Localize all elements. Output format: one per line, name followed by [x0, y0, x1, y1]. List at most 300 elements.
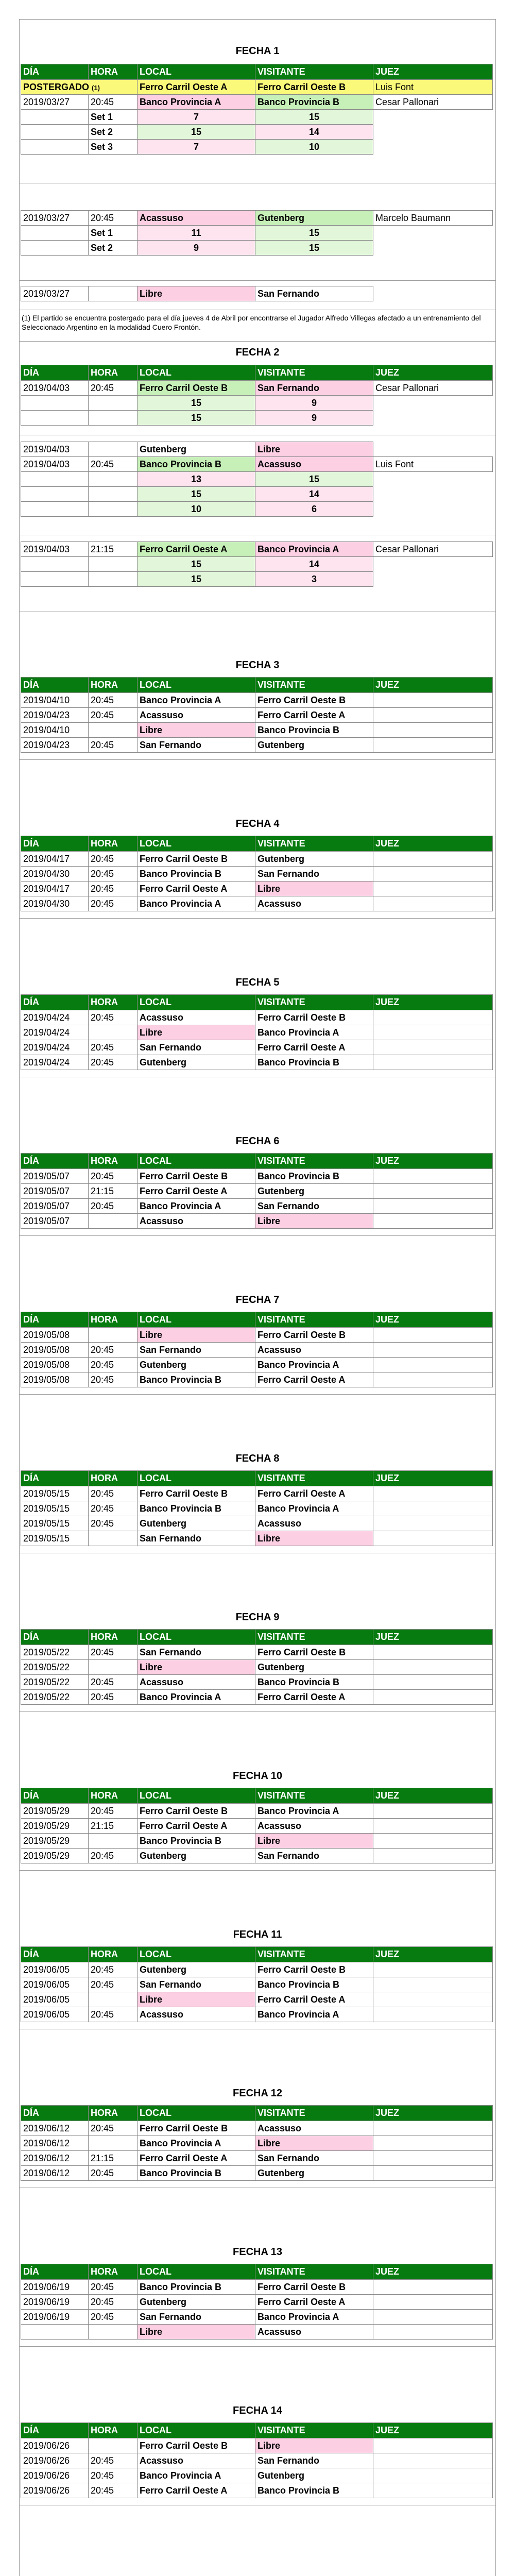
match-local: Banco Provincia A	[138, 693, 255, 708]
match-visitor: Gutenberg	[255, 852, 373, 867]
match-time	[89, 2438, 138, 2453]
header-visitante: VISITANTE	[255, 1154, 373, 1169]
match-time: 21:15	[89, 1819, 138, 1834]
match-time	[89, 1834, 138, 1849]
match-time: 20:45	[89, 457, 138, 472]
match-judge	[373, 1501, 493, 1516]
match-visitor: Banco Provincia A	[255, 1501, 373, 1516]
match-local: Banco Provincia B	[138, 867, 255, 882]
set-row	[21, 140, 493, 155]
set-score-local: 9	[138, 241, 255, 256]
header-local: LOCAL	[138, 365, 255, 381]
fecha-table	[21, 1470, 493, 1546]
table-header	[21, 2106, 493, 2121]
match-judge	[373, 2310, 493, 2325]
set-label: Set 1	[89, 226, 138, 241]
match-local: Banco Provincia A	[138, 2136, 255, 2151]
table-row	[21, 1343, 493, 1358]
fecha-2-table	[21, 365, 493, 426]
match-judge	[373, 2438, 493, 2453]
match-date: 2019/05/29	[21, 1834, 89, 1849]
match-local: Gutenberg	[138, 1516, 255, 1531]
match-judge	[373, 852, 493, 867]
table-row	[21, 1849, 493, 1863]
match-date: 2019/05/15	[21, 1486, 89, 1501]
match-date: 2019/04/10	[21, 693, 89, 708]
match-time: 20:45	[89, 2280, 138, 2295]
table-row	[21, 1010, 493, 1025]
header-local: LOCAL	[138, 1154, 255, 1169]
set-score-local: 15	[138, 572, 255, 587]
match-visitor: Acassuso	[255, 457, 373, 472]
match-judge: Luis Font	[373, 80, 493, 95]
match-local: Acassuso	[138, 1010, 255, 1025]
set-score-local: 11	[138, 226, 255, 241]
match-time: 20:45	[89, 1358, 138, 1372]
header-visitante: VISITANTE	[255, 1788, 373, 1804]
match-local: Gutenberg	[138, 442, 255, 457]
match-date: 2019/05/22	[21, 1645, 89, 1660]
set-score-local: 13	[138, 472, 255, 487]
note-ref: (1)	[92, 83, 100, 92]
fecha-title: FECHA 8	[235, 1453, 280, 1464]
match-visitor: Banco Provincia B	[255, 2483, 373, 2498]
match-time	[89, 1531, 138, 1546]
match-local: Libre	[138, 1660, 255, 1675]
set-score-visitor: 6	[255, 502, 373, 517]
match-visitor: Ferro Carril Oeste B	[255, 693, 373, 708]
header-juez: JUEZ	[373, 1788, 493, 1804]
fecha-table	[21, 1312, 493, 1387]
match-date: 2019/04/24	[21, 1040, 89, 1055]
match-date: 2019/04/23	[21, 738, 89, 753]
fecha-2-table-3	[21, 541, 493, 587]
divider	[20, 280, 495, 281]
match-local: Gutenberg	[138, 1358, 255, 1372]
fecha-table	[21, 2105, 493, 2181]
table-header	[21, 64, 493, 80]
match-judge	[373, 2295, 493, 2310]
set-row	[21, 110, 493, 125]
match-date: 2019/04/30	[21, 867, 89, 882]
header-dia: DÍA	[21, 2423, 89, 2438]
match-date: 2019/04/17	[21, 882, 89, 896]
fixture-sheet	[19, 19, 496, 2576]
header-local: LOCAL	[138, 2423, 255, 2438]
table-header	[21, 677, 493, 693]
fecha-2-table-2	[21, 442, 493, 517]
header-juez: JUEZ	[373, 836, 493, 852]
match-time: 20:45	[89, 1675, 138, 1690]
match-local: Ferro Carril Oeste A	[138, 1184, 255, 1199]
set-label: Set 2	[89, 241, 138, 256]
match-local: Banco Provincia A	[138, 2468, 255, 2483]
match-date	[21, 2325, 89, 2340]
match-local: Libre	[138, 286, 255, 301]
match-local: Gutenberg	[138, 1055, 255, 1070]
match-time: 20:45	[89, 1372, 138, 1387]
match-time: 20:45	[89, 2453, 138, 2468]
match-judge: Luis Font	[373, 457, 493, 472]
divider	[20, 1711, 495, 1712]
match-visitor: Gutenberg	[255, 1184, 373, 1199]
table-row	[21, 1804, 493, 1819]
match-visitor: Banco Provincia A	[255, 1025, 373, 1040]
match-visitor: Acassuso	[255, 2121, 373, 2136]
match-time: 20:45	[89, 1516, 138, 1531]
match-judge	[373, 1199, 493, 1214]
fecha-table	[21, 677, 493, 753]
header-visitante: VISITANTE	[255, 365, 373, 381]
header-hora: HORA	[89, 836, 138, 852]
table-row	[21, 723, 493, 738]
match-time	[89, 2325, 138, 2340]
match-date: 2019/03/27	[21, 211, 89, 226]
match-local: Libre	[138, 2325, 255, 2340]
header-dia: DÍA	[21, 64, 89, 80]
table-header	[21, 1312, 493, 1328]
table-header	[21, 1630, 493, 1645]
match-judge	[373, 723, 493, 738]
table-row	[21, 1977, 493, 1992]
match-visitor: Banco Provincia A	[255, 542, 373, 557]
header-juez: JUEZ	[373, 1312, 493, 1328]
match-local: Banco Provincia B	[138, 1834, 255, 1849]
header-visitante: VISITANTE	[255, 2423, 373, 2438]
match-judge	[373, 867, 493, 882]
header-hora: HORA	[89, 1312, 138, 1328]
table-row	[21, 1486, 493, 1501]
header-visitante: VISITANTE	[255, 1947, 373, 1962]
header-dia: DÍA	[21, 1312, 89, 1328]
match-local: Acassuso	[138, 2453, 255, 2468]
table-row	[21, 381, 493, 396]
match-judge	[373, 1040, 493, 1055]
match-time: 20:45	[89, 2166, 138, 2181]
match-local: Ferro Carril Oeste A	[138, 80, 255, 95]
match-judge	[373, 896, 493, 911]
match-date: 2019/04/17	[21, 852, 89, 867]
header-visitante: VISITANTE	[255, 1471, 373, 1486]
match-time: 20:45	[89, 1804, 138, 1819]
match-date: 2019/06/26	[21, 2468, 89, 2483]
table-row	[21, 1025, 493, 1040]
match-visitor: Ferro Carril Oeste A	[255, 1690, 373, 1705]
match-time	[89, 1025, 138, 1040]
match-visitor: San Fernando	[255, 2453, 373, 2468]
table-header	[21, 2264, 493, 2280]
fecha-title: FECHA 9	[235, 1612, 280, 1623]
match-time: 21:15	[89, 2151, 138, 2166]
match-local: Ferro Carril Oeste A	[138, 882, 255, 896]
table-row	[21, 2468, 493, 2483]
match-local: Acassuso	[138, 708, 255, 723]
header-hora: HORA	[89, 1788, 138, 1804]
match-local: Banco Provincia A	[138, 896, 255, 911]
match-time: 20:45	[89, 708, 138, 723]
match-local: San Fernando	[138, 1531, 255, 1546]
set-score-local: 7	[138, 140, 255, 155]
match-date: 2019/05/15	[21, 1501, 89, 1516]
match-time	[89, 1660, 138, 1675]
table-header	[21, 1471, 493, 1486]
set-label: Set 3	[89, 140, 138, 155]
match-visitor: Ferro Carril Oeste B	[255, 1328, 373, 1343]
match-time: 20:45	[89, 1486, 138, 1501]
match-visitor: San Fernando	[255, 381, 373, 396]
header-hora: HORA	[89, 2106, 138, 2121]
match-date: 2019/05/15	[21, 1531, 89, 1546]
match-local: Ferro Carril Oeste A	[138, 1819, 255, 1834]
match-visitor: Ferro Carril Oeste B	[255, 1010, 373, 1025]
table-header	[21, 1788, 493, 1804]
postponement-note: (1) El partido se encuentra postergado para el día jueves 4 de Abril por encontrarse el Jugador Alfredo Villegas afectado a un entrenamiento del Seleccionado Argentino en la modalidad Cuero Frontón.	[22, 314, 481, 331]
match-visitor: San Fernando	[255, 1849, 373, 1863]
match-date: 2019/05/15	[21, 1516, 89, 1531]
match-time: 21:15	[89, 542, 138, 557]
table-row	[21, 1516, 493, 1531]
set-label: Set 1	[89, 110, 138, 125]
match-judge	[373, 2325, 493, 2340]
match-time: 20:45	[89, 1199, 138, 1214]
set-score-local: 15	[138, 487, 255, 502]
match-visitor: Libre	[255, 1834, 373, 1849]
match-time: 21:15	[89, 1184, 138, 1199]
set-row	[21, 226, 493, 241]
match-time	[89, 2136, 138, 2151]
match-time: 20:45	[89, 738, 138, 753]
match-judge	[373, 1645, 493, 1660]
table-row	[21, 1962, 493, 1977]
match-visitor: Libre	[255, 1214, 373, 1229]
match-visitor: Ferro Carril Oeste A	[255, 1372, 373, 1387]
header-dia: DÍA	[21, 1788, 89, 1804]
table-row	[21, 1358, 493, 1372]
set-score-local: 10	[138, 502, 255, 517]
match-time: 20:45	[89, 95, 138, 110]
fecha-title: FECHA 10	[233, 1770, 282, 1782]
match-judge: Cesar Pallonari	[373, 542, 493, 557]
fecha-table	[21, 1153, 493, 1229]
header-visitante: VISITANTE	[255, 64, 373, 80]
header-local: LOCAL	[138, 2106, 255, 2121]
match-date: 2019/05/29	[21, 1849, 89, 1863]
match-visitor: Libre	[255, 2136, 373, 2151]
set-row	[21, 572, 493, 587]
match-local: Gutenberg	[138, 2295, 255, 2310]
match-date: 2019/06/19	[21, 2310, 89, 2325]
set-label: Set 2	[89, 125, 138, 140]
fecha-title: FECHA 14	[233, 2405, 282, 2416]
set-score-local: 15	[138, 396, 255, 411]
header-juez: JUEZ	[373, 2423, 493, 2438]
table-row	[21, 1501, 493, 1516]
set-row	[21, 472, 493, 487]
postponed-label: POSTERGADO (1)	[21, 80, 138, 95]
match-local: Acassuso	[138, 211, 255, 226]
set-score-visitor: 14	[255, 125, 373, 140]
table-row	[21, 1184, 493, 1199]
header-visitante: VISITANTE	[255, 2106, 373, 2121]
header-hora: HORA	[89, 677, 138, 693]
match-visitor: Ferro Carril Oeste A	[255, 2295, 373, 2310]
match-date: 2019/06/26	[21, 2453, 89, 2468]
match-date: 2019/04/03	[21, 542, 89, 557]
header-visitante: VISITANTE	[255, 1630, 373, 1645]
fecha-title: FECHA 2	[235, 347, 280, 358]
table-row	[21, 2151, 493, 2166]
set-score-visitor: 14	[255, 557, 373, 572]
match-visitor: Banco Provincia B	[255, 723, 373, 738]
match-visitor: Acassuso	[255, 1343, 373, 1358]
header-juez: JUEZ	[373, 1154, 493, 1169]
match-judge: Marcelo Baumann	[373, 211, 493, 226]
table-row	[21, 442, 493, 457]
match-visitor: Ferro Carril Oeste B	[255, 80, 373, 95]
match-judge	[373, 1849, 493, 1863]
table-row	[21, 1169, 493, 1184]
table-row	[21, 1645, 493, 1660]
fecha-table	[21, 836, 493, 911]
fecha-title: FECHA 7	[235, 1294, 280, 1306]
match-date: 2019/04/24	[21, 1010, 89, 1025]
match-time: 20:45	[89, 1010, 138, 1025]
match-date: 2019/06/12	[21, 2166, 89, 2181]
match-judge	[373, 2121, 493, 2136]
set-row	[21, 396, 493, 411]
match-time: 20:45	[89, 1977, 138, 1992]
match-date: 2019/04/23	[21, 708, 89, 723]
match-judge	[373, 1977, 493, 1992]
table-row	[21, 1690, 493, 1705]
header-dia: DÍA	[21, 1947, 89, 1962]
match-date: 2019/05/08	[21, 1372, 89, 1387]
match-time: 20:45	[89, 1962, 138, 1977]
set-score-visitor: 14	[255, 487, 373, 502]
table-row	[21, 1992, 493, 2007]
divider	[20, 759, 495, 760]
set-score-visitor: 3	[255, 572, 373, 587]
table-row	[21, 1040, 493, 1055]
divider	[20, 1394, 495, 1395]
match-visitor: Banco Provincia B	[255, 1055, 373, 1070]
match-date: 2019/06/19	[21, 2280, 89, 2295]
match-time: 20:45	[89, 1040, 138, 1055]
divider	[20, 918, 495, 919]
match-judge	[373, 2483, 493, 2498]
match-judge	[373, 693, 493, 708]
set-score-visitor: 9	[255, 411, 373, 426]
header-juez: JUEZ	[373, 1630, 493, 1645]
match-date: 2019/04/24	[21, 1025, 89, 1040]
match-date: 2019/04/30	[21, 896, 89, 911]
match-judge	[373, 1025, 493, 1040]
match-visitor: Ferro Carril Oeste A	[255, 1040, 373, 1055]
match-time: 20:45	[89, 2310, 138, 2325]
header-dia: DÍA	[21, 1471, 89, 1486]
match-time: 20:45	[89, 1055, 138, 1070]
match-visitor: San Fernando	[255, 286, 373, 301]
header-dia: DÍA	[21, 1154, 89, 1169]
header-hora: HORA	[89, 365, 138, 381]
match-local: Gutenberg	[138, 1849, 255, 1863]
table-header	[21, 836, 493, 852]
match-date: 2019/05/08	[21, 1328, 89, 1343]
set-row	[21, 557, 493, 572]
header-local: LOCAL	[138, 64, 255, 80]
match-local: Ferro Carril Oeste B	[138, 2121, 255, 2136]
table-row	[21, 1055, 493, 1070]
match-visitor: Banco Provincia A	[255, 1358, 373, 1372]
match-judge	[373, 1660, 493, 1675]
header-local: LOCAL	[138, 1471, 255, 1486]
match-time: 20:45	[89, 2468, 138, 2483]
match-date: 2019/06/19	[21, 2295, 89, 2310]
set-score-local: 15	[138, 557, 255, 572]
table-row	[21, 2121, 493, 2136]
match-time: 20:45	[89, 1645, 138, 1660]
header-local: LOCAL	[138, 995, 255, 1010]
table-row	[21, 1372, 493, 1387]
match-time	[89, 723, 138, 738]
match-visitor: Banco Provincia A	[255, 1804, 373, 1819]
match-judge	[373, 1184, 493, 1199]
match-date: 2019/06/12	[21, 2136, 89, 2151]
fecha-title: FECHA 11	[233, 1929, 282, 1940]
table-row	[21, 2166, 493, 2181]
header-juez: JUEZ	[373, 1947, 493, 1962]
match-date: 2019/03/27	[21, 286, 89, 301]
match-judge	[373, 708, 493, 723]
set-score-visitor: 10	[255, 140, 373, 155]
match-local: Ferro Carril Oeste A	[138, 2483, 255, 2498]
match-time: 20:45	[89, 2121, 138, 2136]
match-visitor: Ferro Carril Oeste A	[255, 1992, 373, 2007]
match-judge	[373, 1010, 493, 1025]
table-row	[21, 2136, 493, 2151]
match-date: 2019/05/08	[21, 1358, 89, 1372]
match-visitor: Banco Provincia B	[255, 1977, 373, 1992]
match-visitor: Libre	[255, 442, 373, 457]
match-judge	[373, 1675, 493, 1690]
match-date: 2019/05/29	[21, 1804, 89, 1819]
match-time: 20:45	[89, 2295, 138, 2310]
match-judge	[373, 2280, 493, 2295]
match-judge	[373, 1055, 493, 1070]
match-local: San Fernando	[138, 1977, 255, 1992]
match-judge	[373, 2468, 493, 2483]
match-judge	[373, 1169, 493, 1184]
header-visitante: VISITANTE	[255, 1312, 373, 1328]
header-hora: HORA	[89, 1154, 138, 1169]
header-visitante: VISITANTE	[255, 995, 373, 1010]
match-visitor: San Fernando	[255, 867, 373, 882]
match-time: 20:45	[89, 867, 138, 882]
header-juez: JUEZ	[373, 1471, 493, 1486]
header-local: LOCAL	[138, 2264, 255, 2280]
match-date: 2019/05/07	[21, 1199, 89, 1214]
divider	[20, 1235, 495, 1236]
match-date: 2019/06/26	[21, 2438, 89, 2453]
match-time: 20:45	[89, 1849, 138, 1863]
table-row	[21, 1214, 493, 1229]
header-hora: HORA	[89, 1947, 138, 1962]
set-score-visitor: 15	[255, 241, 373, 256]
table-row	[21, 867, 493, 882]
set-score-visitor: 15	[255, 472, 373, 487]
match-time: 20:45	[89, 211, 138, 226]
match-judge	[373, 1358, 493, 1372]
